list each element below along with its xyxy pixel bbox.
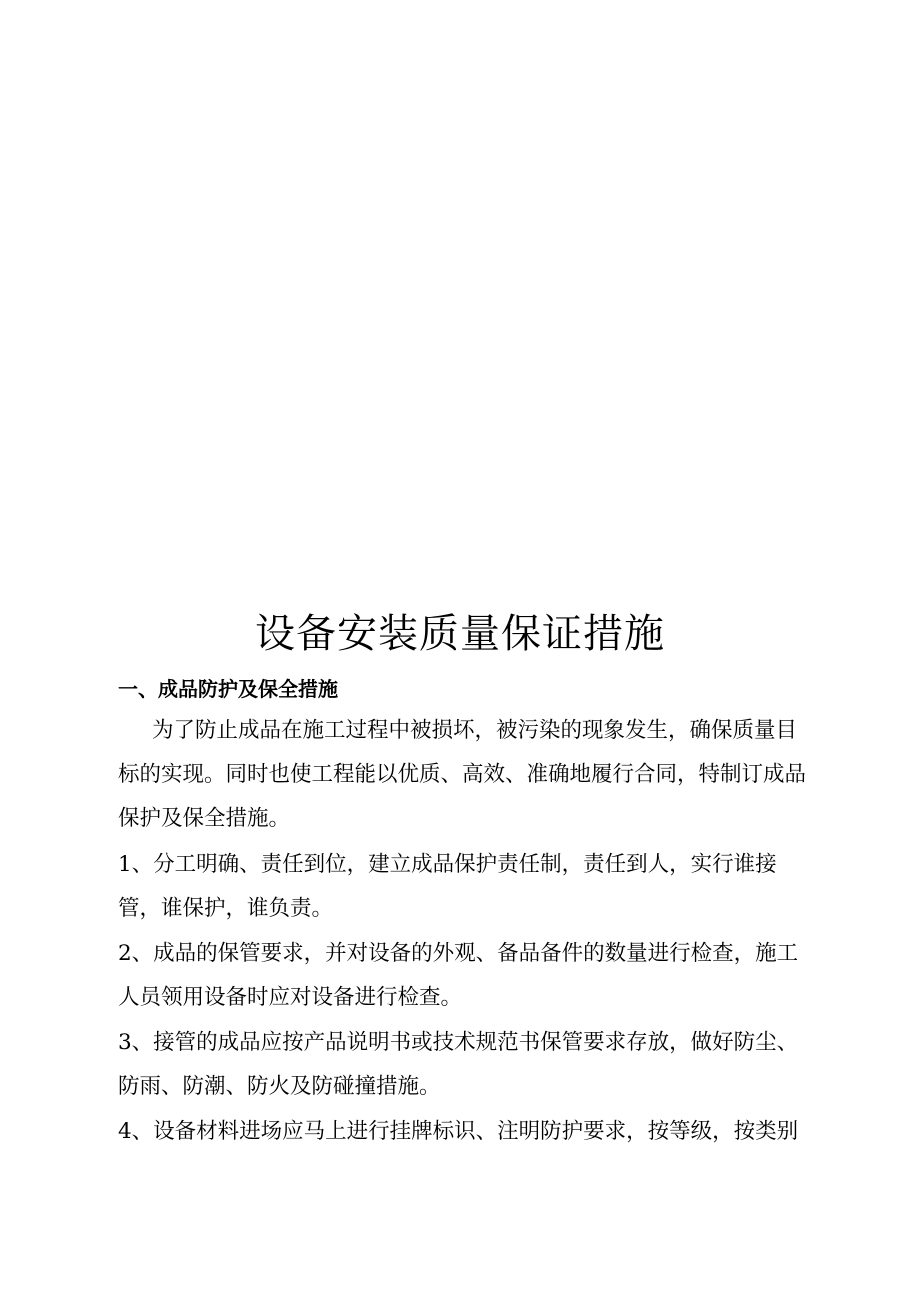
intro-line-3: 保护及保全措施。	[118, 806, 291, 831]
section-heading: 一、成品防护及保全措施	[118, 677, 338, 701]
intro-line-2: 标的实现。同时也使工程能以优质、高效、准确地履行合同，特制订成品	[118, 762, 807, 787]
item-1-line-1: 1、分工明确、责任到位，建立成品保护责任制，责任到人，实行谁接	[118, 852, 777, 877]
intro-line-1: 为了防止成品在施工过程中被损坏，被污染的现象发生，确保质量目	[152, 718, 798, 743]
item-1-line-2: 管，谁保护，谁负责。	[118, 896, 334, 921]
item-3-line-1: 3、接管的成品应按产品说明书或技术规范书保管要求存放，做好防尘、	[118, 1030, 799, 1055]
document-title: 设备安装质量保证措施	[255, 611, 665, 657]
item-2-line-1: 2、成品的保管要求，并对设备的外观、备品备件的数量进行检查，施工	[118, 941, 799, 966]
item-3-line-2: 防雨、防潮、防火及防碰撞措施。	[118, 1074, 441, 1099]
item-4-line-1: 4、设备材料进场应马上进行挂牌标识、注明防护要求，按等级，按类别	[118, 1119, 799, 1144]
item-2-line-2: 人员领用设备时应对设备进行检查。	[118, 985, 463, 1010]
